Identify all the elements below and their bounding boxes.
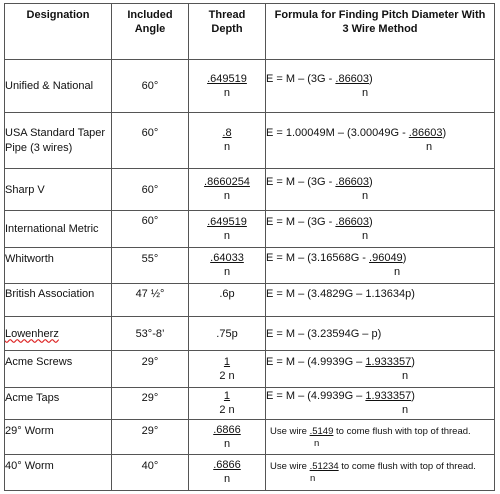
angle-cell: 60° (112, 211, 189, 248)
formula-line (266, 252, 494, 265)
table-row (5, 284, 495, 317)
designation-cell: USA Standard Taper Pipe (3 wires) (5, 113, 112, 169)
formula-underlined-term: 1.933357 (365, 390, 412, 402)
formula-suffix: to come flush with top of thread. (338, 461, 476, 472)
designation-cell: British Association (5, 284, 112, 317)
designation-cell: Whitworth (5, 248, 112, 284)
depth-denominator: n (223, 266, 231, 278)
angle-cell: 29° (112, 388, 189, 420)
header-depth-line1: Thread (208, 9, 246, 21)
formula-prefix: E = M – (3.16568G - (266, 252, 370, 264)
formula-cell (266, 351, 495, 388)
formula-suffix: ) (369, 72, 373, 85)
formula-line (266, 73, 494, 86)
header-formula (266, 4, 495, 60)
designation-cell: International Metric (5, 211, 112, 248)
depth-denominator: n (223, 473, 231, 485)
formula-suffix: to come flush with top of thread. (333, 425, 471, 437)
depth-numerator: 1 (223, 355, 231, 368)
depth-denominator: n (223, 86, 231, 99)
table-row (5, 317, 495, 351)
depth-denominator: n (223, 437, 231, 450)
table-row (5, 248, 495, 284)
formula-underlined-term: .96049 (369, 252, 403, 264)
formula-suffix: ) (369, 215, 373, 228)
depth-denominator: n (223, 141, 231, 153)
depth-cell (189, 211, 266, 248)
formula-suffix: ) (442, 127, 447, 139)
formula-underlined-term: .86603 (408, 127, 443, 139)
angle-cell: 29° (112, 420, 189, 455)
formula-prefix: Use wire (270, 425, 310, 437)
depth-denominator: 2 n (219, 404, 235, 416)
designation-cell: 40° Worm (5, 455, 112, 491)
table-row (5, 211, 495, 248)
depth-numerator: .6866 (213, 459, 241, 471)
header-formula-line2: 3 Wire Method (342, 23, 418, 35)
header-angle (112, 4, 189, 60)
angle-cell: 55° (112, 248, 189, 284)
depth-cell (189, 420, 266, 455)
depth-cell (189, 351, 266, 388)
table-row (5, 455, 495, 491)
formula-prefix: E = 1.00049M – (3.00049G - (266, 127, 409, 139)
depth-fraction (213, 459, 241, 486)
depth-cell (189, 455, 266, 491)
formula-line (270, 460, 494, 473)
formula-cell (266, 60, 495, 113)
formula-denominator: n (402, 404, 409, 416)
formula-suffix: ) (369, 176, 373, 188)
designation-cell (5, 317, 112, 351)
depth-numerator: .8 (222, 127, 232, 139)
formula-cell (266, 455, 495, 491)
formula-cell (266, 248, 495, 284)
depth-cell (189, 113, 266, 169)
formula-suffix: ) (402, 252, 407, 264)
formula-denominator: n (362, 190, 369, 202)
formula-underlined-term: 1.933357 (365, 355, 412, 368)
formula-prefix: Use wire (270, 461, 310, 472)
formula-line (266, 127, 494, 140)
header-depth (189, 4, 266, 60)
designation-cell: Unified & National (5, 60, 112, 113)
depth-fraction (213, 424, 241, 451)
depth-fraction (204, 176, 250, 203)
depth-cell: .75p (189, 317, 266, 351)
formula-prefix: E = M – (3G - (266, 72, 336, 85)
header-depth-line2: Depth (211, 23, 243, 35)
header-designation (5, 4, 112, 60)
formula-cell (266, 388, 495, 420)
formula-denominator: n (362, 86, 369, 99)
formula-line (266, 216, 494, 229)
formula-prefix: E = M – (3G - (266, 215, 336, 228)
table-row (5, 388, 495, 420)
depth-numerator: .649519 (207, 215, 247, 228)
table-row (5, 113, 495, 169)
formula-cell (266, 113, 495, 169)
formula-suffix: ) (411, 355, 415, 368)
depth-cell (189, 169, 266, 211)
designation-cell: Sharp V (5, 169, 112, 211)
formula-underlined-term: .5149 (309, 425, 334, 437)
depth-numerator: .649519 (207, 72, 247, 85)
angle-cell: 53°-8’ (112, 317, 189, 351)
table-row (5, 169, 495, 211)
depth-cell (189, 388, 266, 420)
depth-numerator: .6866 (213, 423, 241, 436)
formula-cell (266, 420, 495, 455)
table-row (5, 60, 495, 113)
table-row (5, 351, 495, 388)
angle-cell: 29° (112, 351, 189, 388)
depth-cell (189, 248, 266, 284)
formula-denominator: n (394, 266, 401, 278)
formula-cell (266, 211, 495, 248)
designation-cell: 29° Worm (5, 420, 112, 455)
header-row (5, 4, 495, 60)
depth-fraction (207, 73, 247, 100)
designation-spellcheck-text: Lowenherz (5, 327, 59, 340)
designation-cell: Acme Screws (5, 351, 112, 388)
angle-cell: 60° (112, 60, 189, 113)
depth-fraction (219, 390, 234, 417)
formula-prefix: E = M – (4.9939G – (266, 390, 366, 402)
depth-fraction (207, 216, 247, 243)
depth-fraction (222, 127, 231, 154)
formula-denominator: n (402, 369, 409, 382)
depth-denominator: 2 n (219, 369, 235, 382)
formula-underlined-term: .51234 (309, 461, 339, 472)
formula-underlined-term: .86603 (335, 72, 370, 85)
angle-cell: 40° (112, 455, 189, 491)
formula-line (266, 390, 494, 403)
formula-underlined-term: .86603 (335, 176, 370, 188)
formula-line (266, 176, 494, 189)
depth-numerator: .64033 (210, 252, 244, 264)
formula-line (266, 356, 494, 369)
formula-underlined-term: .86603 (335, 215, 370, 228)
depth-cell: .6p (189, 284, 266, 317)
angle-cell: 60° (112, 113, 189, 169)
designation-cell: Acme Taps (5, 388, 112, 420)
depth-denominator: n (223, 229, 231, 242)
angle-cell: 47 ½° (112, 284, 189, 317)
angle-cell: 60° (112, 169, 189, 211)
depth-denominator: n (223, 190, 231, 202)
formula-cell: E = M – (3.23594G – p) (266, 317, 495, 351)
formula-denominator: n (314, 437, 320, 449)
depth-fraction (219, 356, 234, 383)
formula-prefix: E = M – (3G - (266, 176, 336, 188)
header-angle-line1: Included (127, 9, 173, 21)
formula-denominator: n (362, 229, 369, 242)
thread-formula-table (4, 3, 495, 491)
formula-prefix: E = M – (4.9939G – (266, 355, 366, 368)
header-formula-line1: Formula for Finding Pitch Diameter With (274, 9, 486, 21)
formula-denominator: n (426, 141, 433, 153)
depth-numerator: 1 (223, 390, 231, 402)
depth-numerator: .8660254 (204, 176, 250, 188)
formula-cell: E = M – (3.4829G – 1.13634p) (266, 284, 495, 317)
formula-denominator: n (310, 473, 316, 484)
formula-suffix: ) (411, 390, 415, 402)
depth-fraction (210, 252, 244, 279)
formula-line (270, 425, 494, 438)
table-row (5, 420, 495, 455)
depth-cell (189, 60, 266, 113)
header-designation-text: Designation (26, 9, 90, 21)
header-angle-line2: Angle (134, 23, 166, 35)
formula-cell (266, 169, 495, 211)
